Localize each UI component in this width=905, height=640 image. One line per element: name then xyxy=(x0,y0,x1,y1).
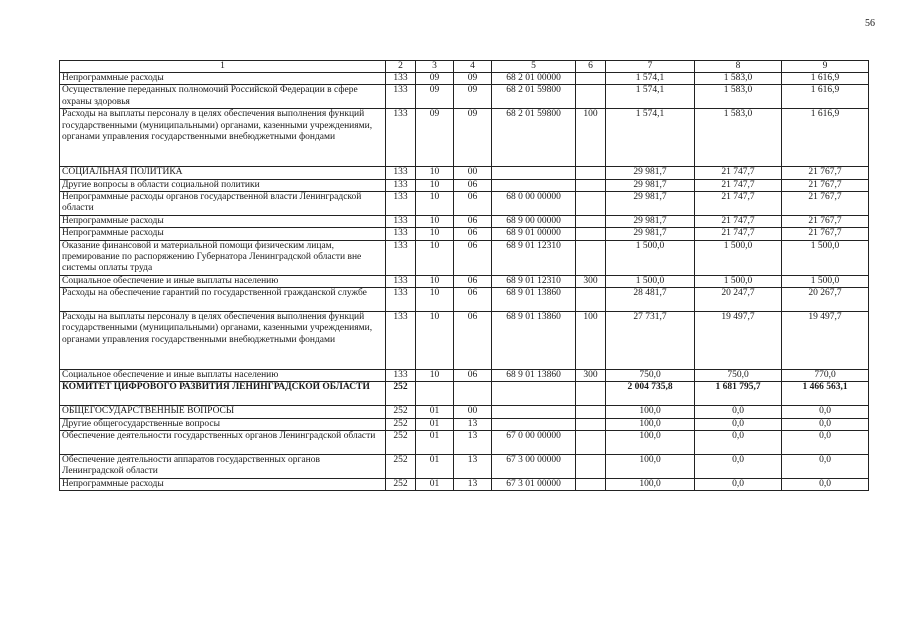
budget-table xyxy=(59,60,869,491)
amount-year-2: 1 500,0 xyxy=(695,275,782,287)
table-row xyxy=(60,418,869,430)
code-vr xyxy=(576,478,606,490)
code-rz: 10 xyxy=(416,275,454,287)
code-vr xyxy=(576,240,606,275)
code-rz: 01 xyxy=(416,418,454,430)
code-csr xyxy=(492,382,576,406)
code-pr: 13 xyxy=(454,431,492,455)
code-gr: 133 xyxy=(386,73,416,85)
code-rz: 09 xyxy=(416,85,454,109)
code-csr: 68 2 01 59800 xyxy=(492,109,576,167)
code-rz: 10 xyxy=(416,192,454,216)
code-vr xyxy=(576,179,606,191)
amount-year-1: 1 574,1 xyxy=(606,73,695,85)
amount-year-1: 100,0 xyxy=(606,478,695,490)
column-header: 4 xyxy=(454,61,492,73)
code-pr: 13 xyxy=(454,418,492,430)
code-pr: 06 xyxy=(454,240,492,275)
code-rz: 10 xyxy=(416,167,454,179)
row-name: Непрограммные расходы xyxy=(60,215,386,227)
code-csr: 68 9 01 13860 xyxy=(492,312,576,370)
code-vr xyxy=(576,85,606,109)
code-vr xyxy=(576,454,606,478)
row-name: ОБЩЕГОСУДАРСТВЕННЫЕ ВОПРОСЫ xyxy=(60,406,386,418)
code-vr xyxy=(576,288,606,312)
row-name: КОМИТЕТ ЦИФРОВОГО РАЗВИТИЯ ЛЕНИНГРАДСКОЙ ОБЛАСТИ xyxy=(60,382,386,406)
code-vr xyxy=(576,215,606,227)
amount-year-3: 1 616,9 xyxy=(782,85,869,109)
row-name: Обеспечение деятельности аппаратов государственных органов Ленинградской области xyxy=(60,454,386,478)
code-gr: 133 xyxy=(386,167,416,179)
amount-year-1: 100,0 xyxy=(606,418,695,430)
code-gr: 252 xyxy=(386,454,416,478)
code-gr: 252 xyxy=(386,382,416,406)
amount-year-1: 100,0 xyxy=(606,431,695,455)
table-row xyxy=(60,431,869,455)
table-row xyxy=(60,370,869,382)
row-name: Непрограммные расходы xyxy=(60,478,386,490)
row-name: Осуществление переданных полномочий Российской Федерации в сфере охраны здоровья xyxy=(60,85,386,109)
code-vr xyxy=(576,192,606,216)
amount-year-3: 0,0 xyxy=(782,431,869,455)
amount-year-2: 0,0 xyxy=(695,478,782,490)
amount-year-1: 29 981,7 xyxy=(606,192,695,216)
amount-year-3: 1 466 563,1 xyxy=(782,382,869,406)
code-csr xyxy=(492,179,576,191)
code-gr: 252 xyxy=(386,478,416,490)
row-name: Оказание финансовой и материальной помощи физическим лицам, премирование по распоряжению Губернатора Ленинградской области вне системы оплаты труда xyxy=(60,240,386,275)
amount-year-1: 100,0 xyxy=(606,406,695,418)
code-rz: 10 xyxy=(416,312,454,370)
code-pr: 13 xyxy=(454,478,492,490)
row-name: Непрограммные расходы xyxy=(60,73,386,85)
code-pr: 00 xyxy=(454,167,492,179)
column-header: 6 xyxy=(576,61,606,73)
code-pr: 00 xyxy=(454,406,492,418)
code-pr: 06 xyxy=(454,192,492,216)
code-csr: 68 9 01 12310 xyxy=(492,275,576,287)
amount-year-2: 1 583,0 xyxy=(695,85,782,109)
row-name: Социальное обеспечение и иные выплаты населению xyxy=(60,370,386,382)
code-gr: 133 xyxy=(386,240,416,275)
code-pr: 09 xyxy=(454,73,492,85)
code-csr: 68 9 01 13860 xyxy=(492,370,576,382)
amount-year-1: 1 500,0 xyxy=(606,275,695,287)
code-pr: 06 xyxy=(454,179,492,191)
table-row xyxy=(60,179,869,191)
code-rz: 01 xyxy=(416,406,454,418)
code-gr: 133 xyxy=(386,192,416,216)
code-rz: 10 xyxy=(416,228,454,240)
amount-year-1: 1 574,1 xyxy=(606,109,695,167)
amount-year-2: 21 747,7 xyxy=(695,179,782,191)
table-row xyxy=(60,406,869,418)
column-header: 8 xyxy=(695,61,782,73)
code-gr: 133 xyxy=(386,312,416,370)
code-vr: 300 xyxy=(576,370,606,382)
code-gr: 252 xyxy=(386,406,416,418)
column-header: 7 xyxy=(606,61,695,73)
amount-year-3: 21 767,7 xyxy=(782,192,869,216)
code-rz: 10 xyxy=(416,215,454,227)
code-rz: 01 xyxy=(416,454,454,478)
code-gr: 133 xyxy=(386,288,416,312)
amount-year-1: 27 731,7 xyxy=(606,312,695,370)
code-pr: 06 xyxy=(454,275,492,287)
code-gr: 133 xyxy=(386,85,416,109)
amount-year-2: 21 747,7 xyxy=(695,167,782,179)
code-pr: 06 xyxy=(454,288,492,312)
table-row xyxy=(60,478,869,490)
code-pr: 06 xyxy=(454,215,492,227)
row-name: Социальное обеспечение и иные выплаты населению xyxy=(60,275,386,287)
table-row xyxy=(60,167,869,179)
table-row xyxy=(60,288,869,312)
page-number: 56 xyxy=(865,18,875,29)
code-gr: 133 xyxy=(386,109,416,167)
amount-year-2: 20 247,7 xyxy=(695,288,782,312)
amount-year-1: 750,0 xyxy=(606,370,695,382)
amount-year-3: 1 500,0 xyxy=(782,275,869,287)
code-pr: 09 xyxy=(454,109,492,167)
row-name: Обеспечение деятельности государственных органов Ленинградской области xyxy=(60,431,386,455)
row-name: Другие вопросы в области социальной политики xyxy=(60,179,386,191)
column-header: 5 xyxy=(492,61,576,73)
amount-year-3: 770,0 xyxy=(782,370,869,382)
code-vr xyxy=(576,167,606,179)
code-csr: 68 0 00 00000 xyxy=(492,192,576,216)
code-rz: 10 xyxy=(416,370,454,382)
code-vr xyxy=(576,73,606,85)
code-csr: 68 2 01 59800 xyxy=(492,85,576,109)
amount-year-3: 20 267,7 xyxy=(782,288,869,312)
column-header: 2 xyxy=(386,61,416,73)
amount-year-3: 1 616,9 xyxy=(782,73,869,85)
code-rz xyxy=(416,382,454,406)
amount-year-2: 1 583,0 xyxy=(695,109,782,167)
code-csr: 68 9 00 00000 xyxy=(492,215,576,227)
column-number-row xyxy=(60,61,869,73)
code-gr: 133 xyxy=(386,215,416,227)
column-header: 1 xyxy=(60,61,386,73)
amount-year-1: 29 981,7 xyxy=(606,167,695,179)
amount-year-1: 1 574,1 xyxy=(606,85,695,109)
code-gr: 133 xyxy=(386,228,416,240)
amount-year-3: 0,0 xyxy=(782,478,869,490)
code-pr: 13 xyxy=(454,454,492,478)
code-csr: 68 2 01 00000 xyxy=(492,73,576,85)
code-pr xyxy=(454,382,492,406)
amount-year-2: 0,0 xyxy=(695,431,782,455)
amount-year-3: 0,0 xyxy=(782,406,869,418)
amount-year-1: 1 500,0 xyxy=(606,240,695,275)
table-row xyxy=(60,192,869,216)
amount-year-2: 0,0 xyxy=(695,406,782,418)
code-vr xyxy=(576,228,606,240)
table-body xyxy=(60,73,869,491)
code-vr xyxy=(576,418,606,430)
code-vr: 300 xyxy=(576,275,606,287)
table-row xyxy=(60,85,869,109)
amount-year-2: 0,0 xyxy=(695,454,782,478)
code-vr xyxy=(576,431,606,455)
code-csr xyxy=(492,406,576,418)
code-csr: 67 3 01 00000 xyxy=(492,478,576,490)
amount-year-2: 21 747,7 xyxy=(695,192,782,216)
amount-year-3: 21 767,7 xyxy=(782,228,869,240)
code-rz: 10 xyxy=(416,288,454,312)
amount-year-1: 2 004 735,8 xyxy=(606,382,695,406)
code-vr xyxy=(576,406,606,418)
row-name: Другие общегосударственные вопросы xyxy=(60,418,386,430)
amount-year-2: 1 583,0 xyxy=(695,73,782,85)
row-name: Непрограммные расходы xyxy=(60,228,386,240)
code-pr: 06 xyxy=(454,370,492,382)
table-row xyxy=(60,109,869,167)
table-row xyxy=(60,73,869,85)
amount-year-1: 100,0 xyxy=(606,454,695,478)
code-gr: 133 xyxy=(386,370,416,382)
table-row xyxy=(60,215,869,227)
code-vr: 100 xyxy=(576,109,606,167)
table-row xyxy=(60,275,869,287)
row-name: Расходы на выплаты персоналу в целях обеспечения выполнения функций государственными (муниципальными) органами, казенными учреждениями, органами управления государственными внебюджетными фондами xyxy=(60,312,386,370)
code-vr xyxy=(576,382,606,406)
amount-year-3: 0,0 xyxy=(782,418,869,430)
code-gr: 252 xyxy=(386,418,416,430)
amount-year-2: 0,0 xyxy=(695,418,782,430)
table-row xyxy=(60,312,869,370)
column-header: 9 xyxy=(782,61,869,73)
amount-year-3: 21 767,7 xyxy=(782,215,869,227)
code-csr: 68 9 01 12310 xyxy=(492,240,576,275)
code-csr: 67 0 00 00000 xyxy=(492,431,576,455)
amount-year-3: 21 767,7 xyxy=(782,179,869,191)
code-gr: 133 xyxy=(386,179,416,191)
row-name: СОЦИАЛЬНАЯ ПОЛИТИКА xyxy=(60,167,386,179)
amount-year-1: 29 981,7 xyxy=(606,179,695,191)
code-pr: 06 xyxy=(454,228,492,240)
amount-year-3: 21 767,7 xyxy=(782,167,869,179)
amount-year-1: 29 981,7 xyxy=(606,228,695,240)
table-row xyxy=(60,382,869,406)
column-header: 3 xyxy=(416,61,454,73)
code-vr: 100 xyxy=(576,312,606,370)
code-rz: 09 xyxy=(416,109,454,167)
code-csr xyxy=(492,418,576,430)
amount-year-2: 1 681 795,7 xyxy=(695,382,782,406)
code-pr: 09 xyxy=(454,85,492,109)
code-gr: 133 xyxy=(386,275,416,287)
code-rz: 10 xyxy=(416,240,454,275)
amount-year-3: 19 497,7 xyxy=(782,312,869,370)
table-row xyxy=(60,454,869,478)
amount-year-2: 21 747,7 xyxy=(695,228,782,240)
amount-year-1: 28 481,7 xyxy=(606,288,695,312)
code-rz: 09 xyxy=(416,73,454,85)
amount-year-2: 21 747,7 xyxy=(695,215,782,227)
code-rz: 01 xyxy=(416,478,454,490)
code-rz: 01 xyxy=(416,431,454,455)
code-gr: 252 xyxy=(386,431,416,455)
row-name: Расходы на выплаты персоналу в целях обеспечения выполнения функций государственными (муниципальными) органами, казенными учреждениями, органами управления государственными внебюджетными фондами xyxy=(60,109,386,167)
row-name: Расходы на обеспечение гарантий по государственной гражданской службе xyxy=(60,288,386,312)
amount-year-3: 1 616,9 xyxy=(782,109,869,167)
code-rz: 10 xyxy=(416,179,454,191)
amount-year-3: 1 500,0 xyxy=(782,240,869,275)
row-name: Непрограммные расходы органов государственной власти Ленинградской области xyxy=(60,192,386,216)
code-csr: 68 9 01 13860 xyxy=(492,288,576,312)
amount-year-2: 1 500,0 xyxy=(695,240,782,275)
amount-year-3: 0,0 xyxy=(782,454,869,478)
amount-year-2: 19 497,7 xyxy=(695,312,782,370)
code-csr xyxy=(492,167,576,179)
table-row xyxy=(60,240,869,275)
table-row xyxy=(60,228,869,240)
amount-year-1: 29 981,7 xyxy=(606,215,695,227)
code-csr: 68 9 01 00000 xyxy=(492,228,576,240)
amount-year-2: 750,0 xyxy=(695,370,782,382)
code-csr: 67 3 00 00000 xyxy=(492,454,576,478)
code-pr: 06 xyxy=(454,312,492,370)
